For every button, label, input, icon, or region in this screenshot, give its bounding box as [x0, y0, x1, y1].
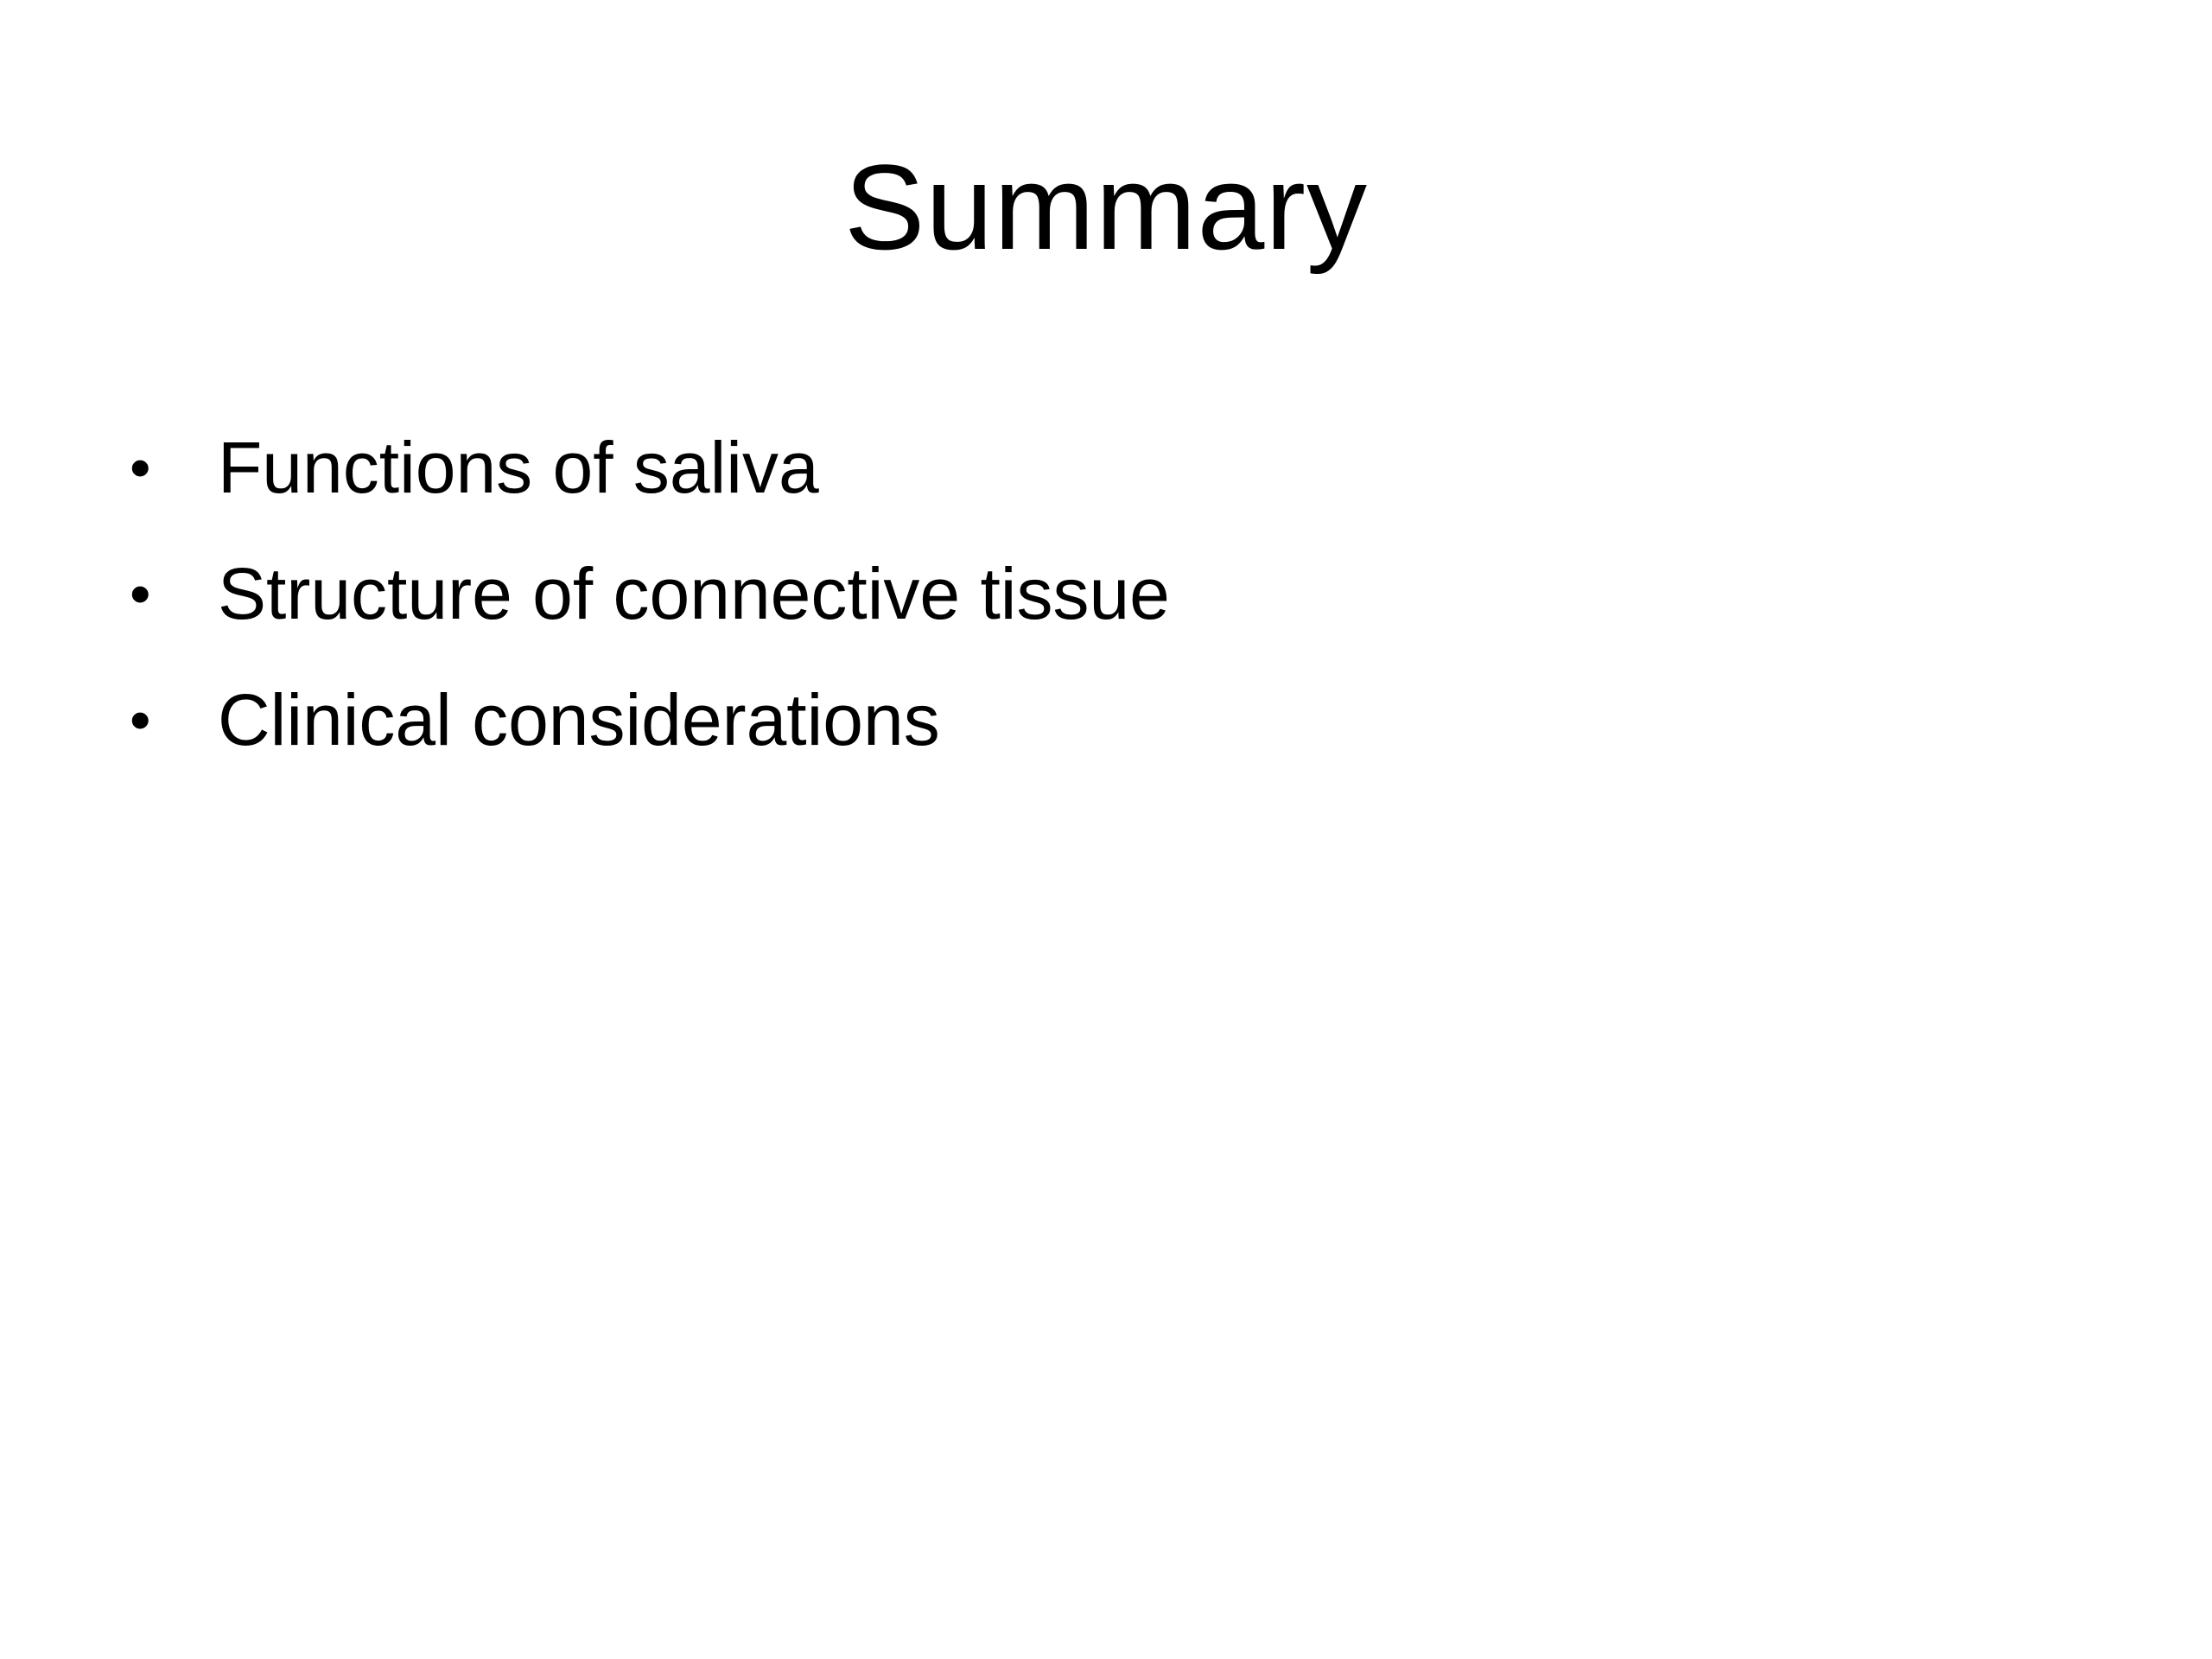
bullet-text-functions-of-saliva: Functions of saliva [218, 427, 819, 508]
bullet-icon: • [130, 434, 151, 501]
bullet-icon: • [130, 686, 151, 753]
list-item [130, 404, 1170, 531]
bullet-text-clinical-considerations: Clinical considerations [218, 679, 940, 760]
bullet-icon: • [130, 560, 151, 627]
list-item [130, 531, 1170, 657]
slide-title: Summary [844, 139, 1368, 275]
bullet-text-structure-of-connective-tissue: Structure of connective tissue [218, 553, 1170, 634]
list-item [130, 657, 1170, 783]
bullet-list [130, 404, 1170, 783]
